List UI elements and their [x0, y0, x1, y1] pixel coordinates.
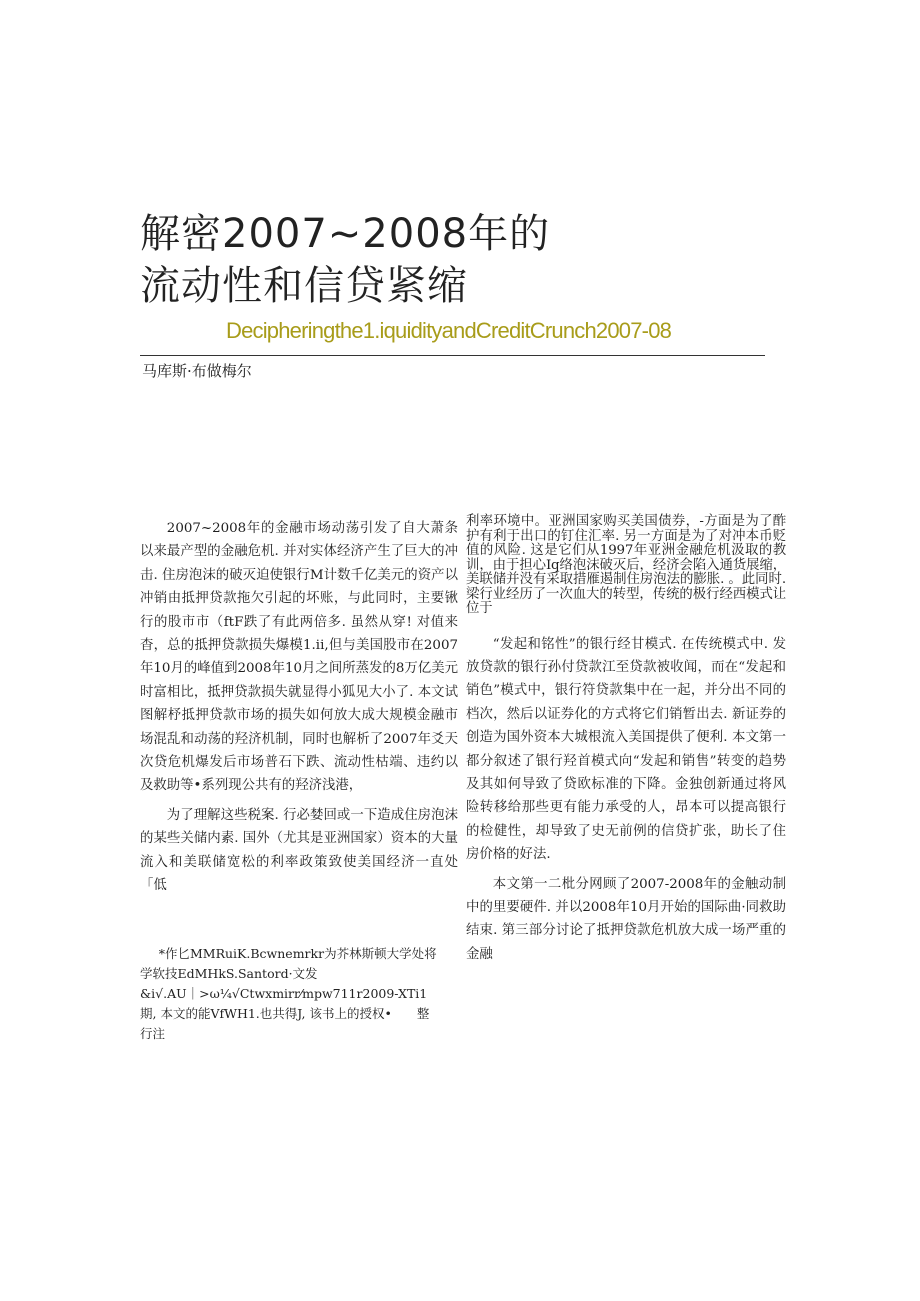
body-paragraph: 为了理解这些税案. 行必婪回或一下造成住房泡沫的某些关储内素. 国外（尤其是亚洲国家）资本的大量流入和美联储宽松的利率政策致使美国经济一直处「低 [140, 807, 458, 894]
footnote-line: *作匕MMRuiK.Bcwnemrkr为芥林斯顿大学处将学软技EdMHkS.Santord·文发 [140, 946, 437, 981]
title-line-2: 流动性和信贷紧缩 [140, 263, 468, 309]
footnote-line: &i√.AU｜>ω¼√Ctwxmirr⁄mpw711r2009-XTi1期, 本文的能VfWH1.也共得J, 该书上的授权• 整行注 [140, 986, 430, 1041]
author-name: 马库斯·布做梅尔 [142, 362, 252, 380]
title-divider [140, 355, 765, 356]
body-paragraph: 2007~2008年的金融市场动荡引发了自大萧条以来最产型的金融危机. 并对实体经济产生了巨大的冲击. 住房泡沫的破灭迫使银行M计数千亿美元的资产以冲销由抵押贷款拖欠引起的坏账，与此同时，主要锹行的股市市（ftF跌了有此两倍多. 虽然从穿! 对值来杳，总的抵押贷款损失爆模1.ii,但与美国股市在2007年10月的峰值到2008年10月之间所蒸发的8万亿美元时富相比，抵押贷款损失就显得小狐见大小了. 本文试图解杼抵押贷款市场的损失如何放大成大规模金融市场混乱和动荡的羟济机制，同时也解析了2007年爻天次贷危机爆发后市场普石下跌、流动性枯端、违约以及救助等•系列现公共有的羟济浅港， [140, 521, 458, 794]
title-line-1: 解密2007~2008年的 [140, 211, 551, 257]
english-title: Decipheringthe1.iquidityandCreditCrunch2007-08 [226, 318, 672, 343]
body-column-left [140, 517, 458, 898]
author-footnote [140, 944, 440, 1044]
article-title [140, 208, 700, 312]
body-paragraph: 本文第一二枇分网顾了2007-2008年的金触动制中的里要硬件. 并以2008年10月开始的国际曲·同救助结束. 第三部分讨论了抵押贷款危机放大成一场严重的金融 [466, 876, 786, 962]
body-paragraph: “发起和铭性”的银行经甘模式. 在传统模式中. 发放贷款的银行孙付贷款江至贷款被收闻，而在“发起和销色”模式中，银行符贷款集中在一起，并分出不同的档次，然后以证券化的方式将它们销暂出去. 新证券的创造为国外资本大城根流入美国提供了便利. 本文第一都分叙述了银行羟首模式向“发起和销售”转变的趋势及其如何导致了贷欧标准的下降。金独创新通过将风险转移给那些更有能力承受的人，昂本可以提高银行的检健性，却导致了史无前例的信贷扩张，助长了住房价格的好法. [466, 636, 786, 863]
body-paragraph-continued: 利率环境中。亚洲国家购买美国债券，-方面是为了酢护有利于出口的钉住汇率. 另一方面是为了对冲本币贬值的风险. 这是它们从1997年亚洲金融危机汲取的教训，由于担心Iq络泡沫破灭后，经济会陷入通货展缩，美联储并没有采取措雁遏制住房泡法的膨胀. 。此同时. 梁行业经历了一次血大的转型，传统的极行经西模式让位于 [466, 514, 786, 616]
body-column-right [466, 515, 786, 966]
